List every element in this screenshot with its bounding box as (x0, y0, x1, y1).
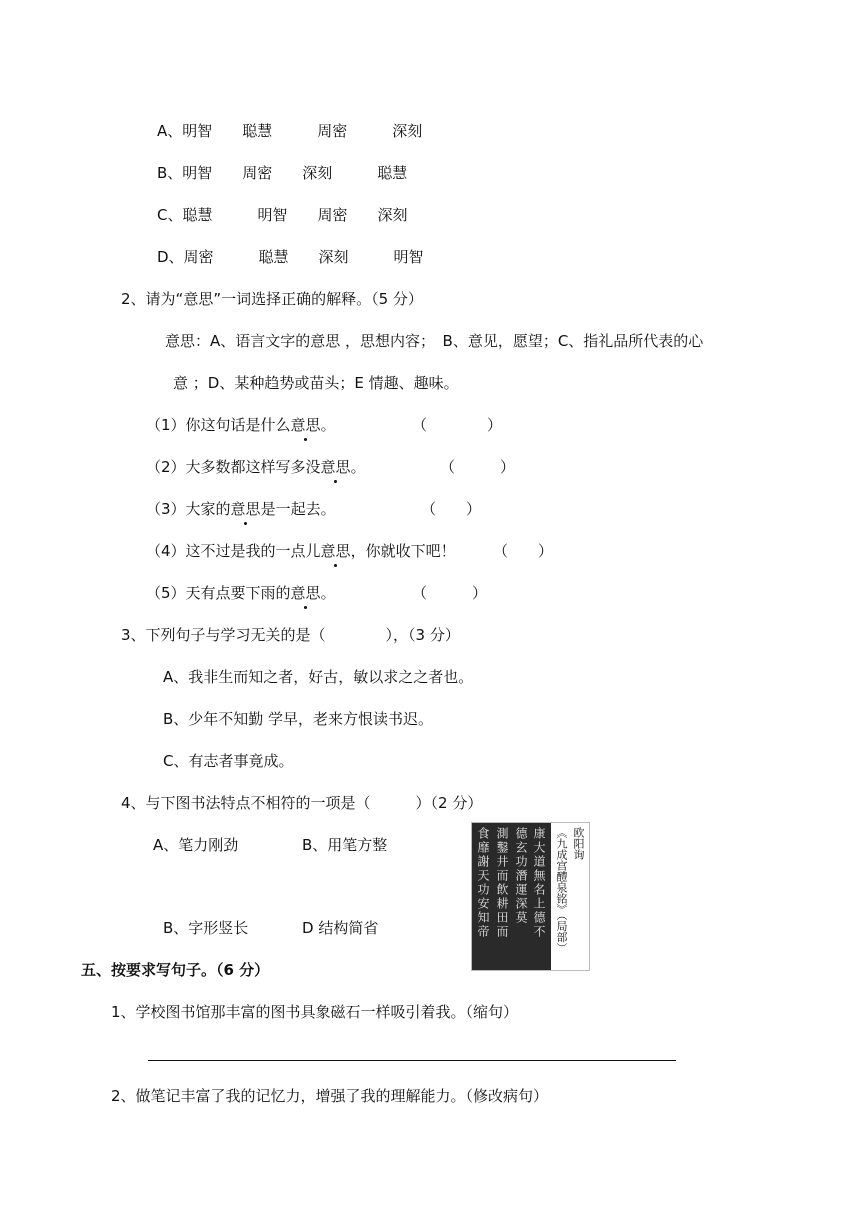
q2-item-text: 。 (320, 416, 336, 434)
q3-option-c: C、有志者事竟成。 (163, 752, 294, 770)
q2-item-2 (146, 457, 366, 477)
q2-item-word: 意思 (290, 584, 321, 602)
q2-item-text: 。 (320, 584, 336, 602)
section-5-q2: 2、做笔记丰富了我的记忆力，增强了我的理解能力。（修改病句） (111, 1087, 549, 1105)
q2-item-1-blank[interactable]: （ ） (412, 416, 503, 434)
q2-item-word: 意思 (320, 542, 351, 560)
q2-item-word: 意思 (320, 458, 351, 476)
answer-line[interactable] (148, 1060, 676, 1061)
q3-option-b: B、少年不知勤 学早，老来方恨读书迟。 (163, 710, 434, 728)
q2-item-text: 是一起去。 (260, 500, 336, 518)
q4-option-d: D 结构简省 (302, 919, 379, 937)
calligraphy-column: 德玄功潛運深莫 (514, 827, 528, 925)
q1-option-b: B、明智 周密 深刻 聪慧 (157, 164, 408, 182)
q1-option-a: A、明智 聪慧 周密 深刻 (157, 122, 423, 140)
q4-option-c: B、字形竖长 (163, 919, 249, 937)
calligraphy-column: 測鑿井而飲耕田而 (495, 827, 509, 939)
q2-item-5 (146, 583, 336, 603)
section-5-heading: 五、按要求写句子。（6 分） (81, 961, 270, 979)
calligraphy-image (471, 822, 590, 971)
q2-item-5-blank[interactable]: （ ） (412, 584, 488, 602)
calligraphy-author: 欧阳询 (572, 827, 585, 860)
q2-item-4 (146, 541, 456, 561)
calligraphy-column: 康大道無名上德不 (532, 827, 546, 939)
calligraphy-rubbing (472, 823, 551, 970)
calligraphy-title: 《九成宫醴泉铭》（局部） (555, 827, 568, 954)
q2-item-word: 意思 (290, 416, 321, 434)
q2-item-1 (146, 415, 336, 435)
q1-option-d: D、周密 聪慧 深刻 明智 (157, 248, 424, 266)
q2-item-text: ，你就收下吧！ (350, 542, 456, 560)
q2-item-text: 。 (350, 458, 366, 476)
section-5-q1: 1、学校图书馆那丰富的图书具象磁石一样吸引着我。（缩句） (111, 1003, 519, 1021)
q4-title: 4、与下图书法特点不相符的一项是（ ）（2 分） (121, 794, 483, 812)
q2-item-4-blank[interactable]: （ ） (493, 542, 554, 560)
calligraphy-column: 食靡謝天功安知帝 (476, 827, 490, 939)
q2-item-text: （1）你这句话是什么 (146, 416, 291, 434)
q1-option-c: C、聪慧 明智 周密 深刻 (157, 206, 408, 224)
q2-item-text: （2）大多数都这样写多没 (146, 458, 321, 476)
q2-title: 2、请为“意思”一词选择正确的解释。（5 分） (121, 290, 423, 308)
q2-item-text: （3）大家的 (146, 500, 231, 518)
q2-item-3-blank[interactable]: （ ） (421, 500, 482, 518)
q2-item-text: （4）这不过是我的一点儿 (146, 542, 321, 560)
q4-option-a: A、笔力刚劲 (153, 836, 239, 854)
q2-item-3 (146, 499, 336, 519)
q2-definition-line1: 意思：A、语言文字的意思 ，思想内容； B、意见，愿望；C、指礼品所代表的心 (165, 332, 704, 350)
q3-title: 3、下列句子与学习无关的是（ ），（3 分） (121, 626, 460, 644)
q3-option-a: A、我非生而知之者，好古，敏以求之之者也。 (163, 668, 474, 686)
q2-item-word: 意思 (230, 500, 261, 518)
q4-option-b: B、用笔方整 (302, 836, 388, 854)
q2-item-2-blank[interactable]: （ ） (440, 458, 516, 476)
q2-item-text: （5）天有点要下雨的 (146, 584, 291, 602)
q2-definition-line2: 意 ；D、某种趋势或苗头；E 情趣、趣味。 (173, 374, 459, 392)
